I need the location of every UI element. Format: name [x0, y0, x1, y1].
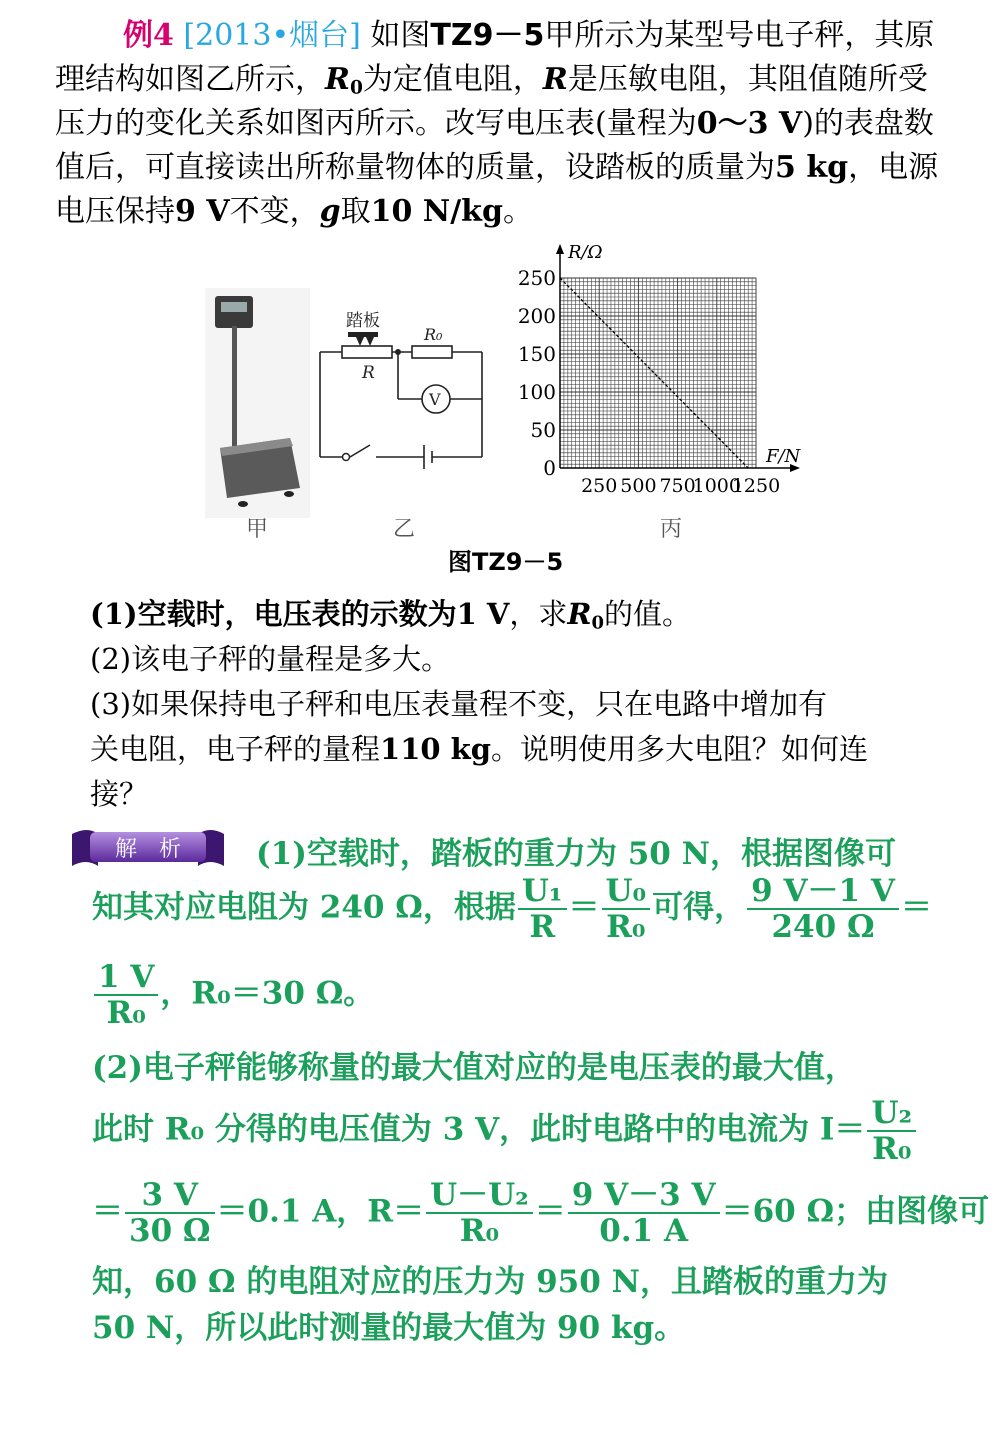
electronic-scale-image	[205, 288, 310, 518]
fraction-u1-r	[518, 874, 567, 944]
q1-voltage: 1 V	[456, 597, 510, 631]
frac-den: R	[529, 909, 556, 945]
problem-text-8: 取	[340, 194, 371, 229]
fraction-u-minus-u2	[426, 1178, 533, 1248]
supply-voltage: 9 V	[175, 194, 230, 229]
frac-den: 0.1 A	[599, 1213, 689, 1249]
problem-text-7: 不变，	[229, 194, 320, 229]
x-tick-label: 1250	[731, 475, 781, 497]
symbol-r0-sub: 0	[349, 77, 363, 99]
figure-area	[0, 240, 1000, 580]
caption-bing: 丙	[660, 517, 683, 542]
pedal-label: 踏板	[346, 311, 380, 331]
q1-text-b: ，求	[509, 597, 568, 631]
q1-text-a: (1)空载时，电压表的示数为	[90, 597, 457, 631]
problem-text-2: 甲所示为某型号电子秤，其原理结构如图乙所示，	[55, 18, 935, 97]
frac-num: U₀	[602, 874, 651, 910]
example-source: [2013•烟台]	[183, 18, 361, 53]
x-tick-label: 750	[659, 475, 696, 497]
sol-l2-eq: ＝	[568, 889, 600, 926]
solution-line-7: 知，60 Ω 的电阻对应的压力为 950 N，且踏板的重力为	[92, 1264, 888, 1300]
y-tick-label: 150	[517, 342, 556, 366]
frac-num: U₂	[867, 1096, 916, 1132]
sol-l3-text: ，R₀＝30 Ω。	[160, 975, 375, 1012]
problem-text-1: 如图	[370, 18, 431, 53]
y-tick-label: 50	[530, 418, 556, 442]
solution-line-8: 50 N，所以此时测量的最大值为 90 kg。	[92, 1310, 686, 1346]
fraction-u0-r0	[602, 874, 651, 944]
solution-badge	[68, 826, 228, 870]
frac-den: R₀	[459, 1213, 500, 1249]
y-tick-label: 250	[517, 266, 556, 290]
problem-statement	[55, 14, 940, 234]
solution-line-4: (2)电子秤能够称量的最大值对应的是电压表的最大值，	[92, 1050, 856, 1086]
sol-l2-text-b: 可得，	[652, 889, 746, 926]
figure-reference: TZ9－5	[430, 18, 545, 53]
frac-den: R₀	[872, 1131, 912, 1167]
r-label: R	[362, 363, 375, 383]
frac-den: R₀	[606, 909, 646, 945]
fraction-1v-r0	[94, 960, 158, 1030]
q3-mass: 110 kg	[380, 732, 492, 766]
sol-l6-text-a: ＝	[92, 1193, 123, 1230]
question-1	[90, 592, 890, 637]
sol-l6-text-c: ＝	[534, 1193, 566, 1230]
voltmeter-range: 0～3 V	[696, 106, 803, 141]
symbol-g: g	[319, 194, 341, 229]
solution-line-6	[92, 1178, 989, 1248]
frac-num: 9 V－1 V	[747, 874, 899, 910]
symbol-r: R	[542, 62, 568, 97]
voltmeter-label: V	[429, 390, 441, 409]
frac-num: U－U₂	[426, 1178, 533, 1214]
y-axis-label: R/Ω	[568, 242, 603, 263]
solution-line-3	[92, 960, 374, 1030]
solution-line-2	[92, 874, 932, 944]
question-2: (2)该电子秤的量程是多大。	[90, 642, 451, 676]
r0-label: R₀	[424, 325, 443, 344]
solution-line-1: (1)空载时，踏板的重力为 50 N，根据图像可	[256, 836, 896, 872]
x-axis-label: F/N	[766, 446, 801, 467]
g-value: 10 N/kg	[370, 194, 503, 229]
fraction-u2-r0	[867, 1096, 916, 1166]
q1-symbol-sub: 0	[591, 612, 605, 634]
caption-yi: 乙	[393, 517, 416, 542]
sol-l5-text: 此时 R₀ 分得的电压值为 3 V，此时电路中的电流为 I＝	[92, 1111, 866, 1148]
solution-badge-label: 解 析	[114, 837, 182, 862]
y-tick-label: 100	[517, 380, 556, 404]
sol-l6-text-d: ＝60 Ω；由图像可	[721, 1193, 990, 1230]
problem-text-9: 。	[502, 194, 533, 229]
problem-text-6: ，电源电压保持	[55, 150, 939, 229]
frac-den: 30 Ω	[129, 1213, 211, 1249]
q3-text-b: 关电阻，电子秤的量程	[90, 732, 381, 766]
figure-title: 图TZ9－5	[448, 548, 564, 576]
y-axis-arrow	[556, 244, 564, 254]
fraction-3v-30ohm	[125, 1178, 215, 1248]
problem-text-3: 为定值电阻，	[362, 62, 543, 97]
question-3-line-1: (3)如果保持电子秤和电压表量程不变，只在电路中增加有	[90, 687, 828, 721]
frac-den: R₀	[106, 995, 146, 1031]
fraction-voltage-difference	[747, 874, 899, 944]
problem-text-5: )的表盘数值后，可直接读出所称量物体的质量，设踏板的质量为	[55, 106, 934, 185]
symbol-r0: R	[325, 62, 350, 97]
frac-num: 3 V	[125, 1178, 215, 1214]
question-3-line-2	[90, 727, 890, 772]
x-tick-label: 250	[581, 475, 618, 497]
y-tick-label: 200	[517, 304, 556, 328]
questions	[90, 592, 890, 817]
sol-l6-text-b: ＝0.1 A，R＝	[216, 1193, 425, 1230]
frac-num: 9 V－3 V	[568, 1178, 720, 1214]
pedal-mass: 5 kg	[775, 150, 849, 185]
problem-text-4: 是压敏电阻，其阻值随所受压力的变化关系如图丙所示。改写电压表(量程为	[55, 62, 928, 141]
question-3-line-3: 接？	[90, 777, 149, 811]
solution-line-5	[92, 1096, 918, 1166]
caption-jia: 甲	[246, 517, 269, 542]
fraction-9v-minus-3v	[568, 1178, 720, 1248]
x-tick-label: 500	[620, 475, 657, 497]
circuit-diagram	[312, 302, 492, 482]
q1-symbol-r: R	[567, 597, 592, 631]
frac-num: 1 V	[94, 960, 158, 996]
resistance-force-graph	[510, 240, 820, 510]
frac-num: U₁	[518, 874, 567, 910]
q1-text-c: 的值。	[604, 597, 692, 631]
frac-den: 240 Ω	[771, 909, 875, 945]
x-tick-label: 1000	[692, 475, 741, 497]
y-tick-label: 0	[543, 456, 556, 480]
sol-l2-text-c: ＝	[900, 889, 932, 926]
example-label: 例4	[123, 18, 174, 53]
q3-text-c: 。说明使用多大电阻？如何连	[491, 732, 869, 766]
sol-l2-text-a: 知其对应电阻为 240 Ω，根据	[92, 889, 516, 926]
